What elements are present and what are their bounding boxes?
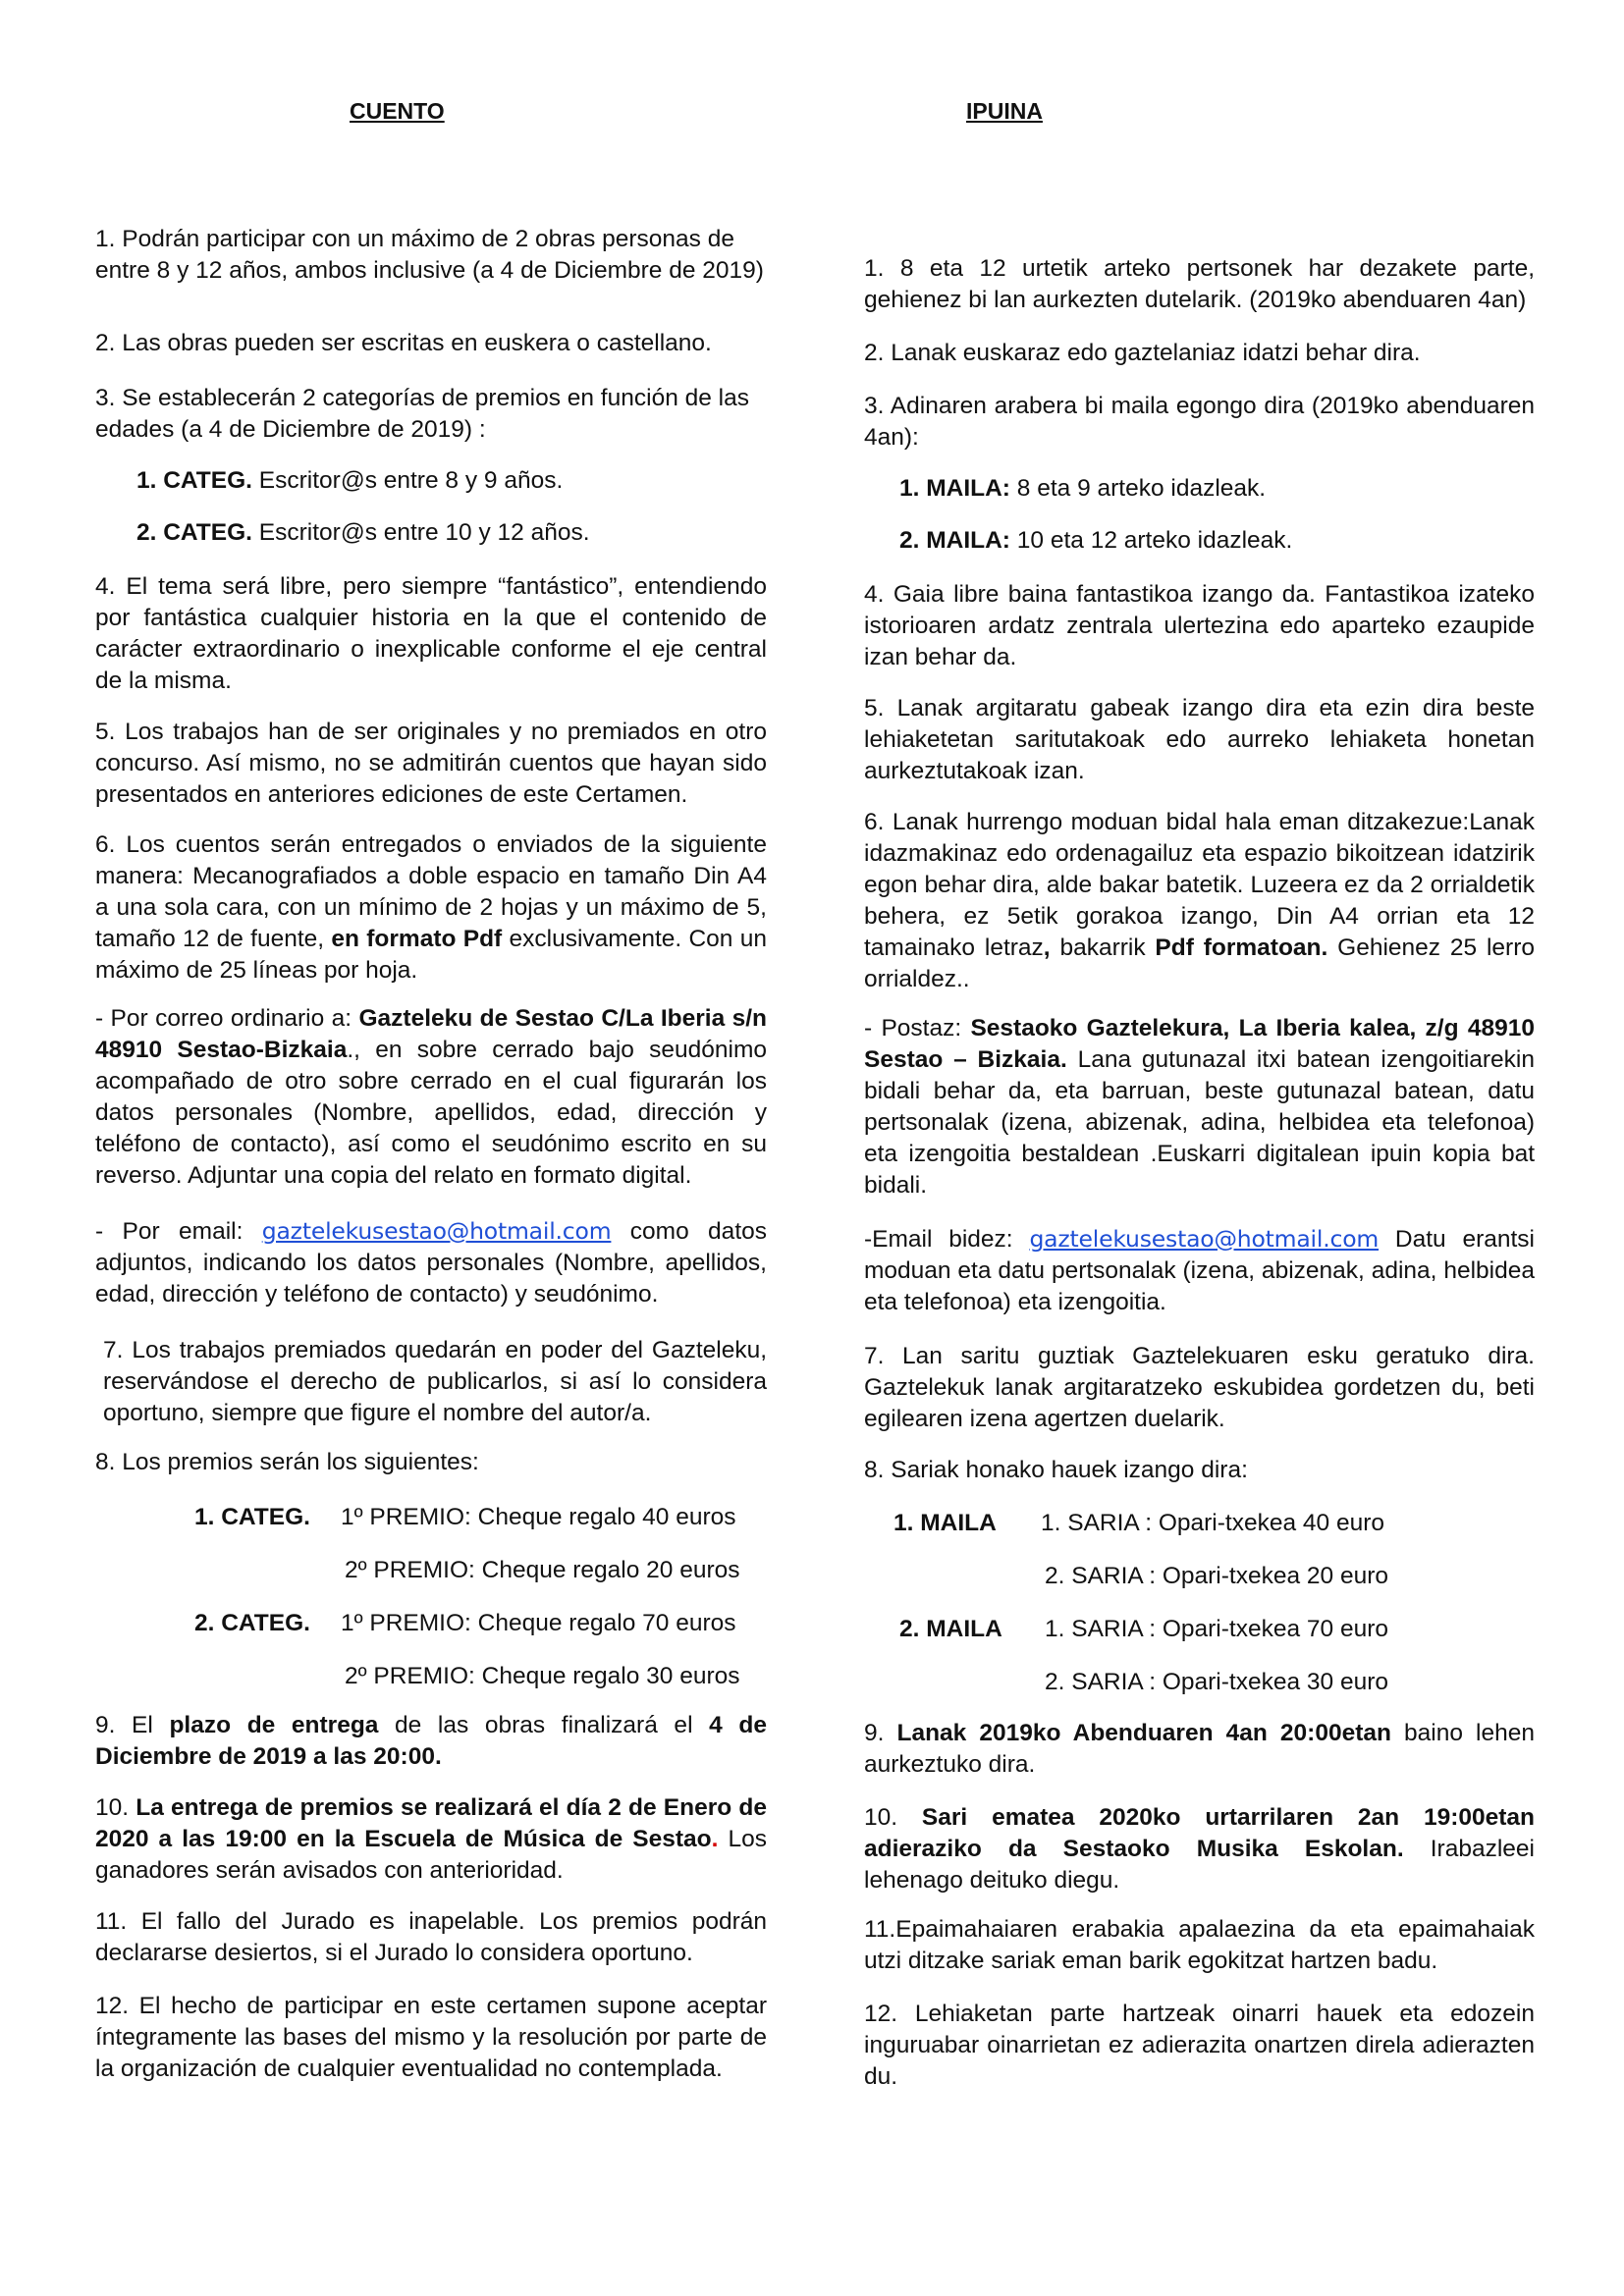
prize-cat1-first: 1º PREMIO: Cheque regalo 40 euros [341, 1504, 736, 1530]
rule-2: 2. Las obras pueden ser escritas en euskera o castellano. [95, 330, 712, 356]
rule-12: 12. Lehiaketan parte hartzeak oinarri hauek eta edozein inguruabar oinarrietan ez adierazita onartzen direla adierazten du. [864, 2001, 1535, 2090]
prize-cat2-first: 1. SARIA : Opari-txekea 70 euro [1045, 1616, 1388, 1642]
rule-8: 8. Sariak honako hauek izango dira: [864, 1457, 1248, 1483]
category-2: 2. CATEG. Escritor@s entre 10 y 12 años. [136, 519, 590, 546]
rule-11: 11. El fallo del Jurado es inapelable. Los premios podrán declararse desiertos, si el Jurado lo considera oportuno. [95, 1908, 767, 1966]
ipuina-title: IPUINA [966, 98, 1043, 124]
email-link[interactable]: gaztelekusestao@hotmail.com [1029, 1225, 1380, 1253]
rule-7: 7. Lan saritu guztiak Gaztelekuaren esku geratuko dira. Gaztelekuk lanak argitaratzeko eskubidea gordetzen du, beti egilearen izena agertzen duelarik. [864, 1343, 1535, 1432]
rule-11: 11.Epaimahaiaren erabakia apalaezina da eta epaimahaiak utzi ditzake sariak eman barik egokitzat hartzen badu. [864, 1916, 1535, 1974]
rule-4: 4. El tema será libre, pero siempre “fantástico”, entendiendo por fantástica cualquier historia en la que el contenido de carácter extraordinario o inexplicable conforme el eje central de la misma. [95, 573, 767, 694]
prize-cat2-second: 2º PREMIO: Cheque regalo 30 euros [345, 1663, 740, 1689]
rule-9: 9. El plazo de entrega de las obras finalizará el 4 de Diciembre de 2019 a las 20:00. [95, 1712, 767, 1770]
rule-1: 1. Podrán participar con un máximo de 2 obras personas de entre 8 y 12 años, ambos inclusive (a 4 de Diciembre de 2019) [95, 226, 764, 284]
rule-12: 12. El hecho de participar en este certamen supone aceptar íntegramente las bases del mismo y la resolución por parte de la organización de cualquier eventualidad no contemplada. [95, 1993, 767, 2082]
rule-5: 5. Lanak argitaratu gabeak izango dira eta ezin dira beste lehiaketetan saritutakoak edo aurreko lehiaketa honetan aurkeztutakoak izan. [864, 695, 1535, 784]
prize-cat2-first: 1º PREMIO: Cheque regalo 70 euros [341, 1610, 736, 1636]
rule-1: 1. 8 eta 12 urtetik arteko pertsonek har dezakete parte, gehienez bi lan aurkezten dutelarik. (2019ko abenduaren 4an) [864, 255, 1535, 313]
email-link[interactable]: gaztelekusestao@hotmail.com [261, 1217, 612, 1245]
rule-6: 6. Los cuentos serán entregados o enviados de la siguiente manera: Mecanografiados a doble espacio en tamaño Din A4 a una sola cara, con un mínimo de 2 hojas y un máximo de 5, tamaño 12 de fuente, en formato Pdf exclusivamente. Con un máximo de 25 líneas por hoja. [95, 831, 767, 984]
rule-10: 10. La entrega de premios se realizará el día 2 de Enero de 2020 a las 19:00 en la Escuela de Música de Sestao. Los ganadores serán avisados con anterioridad. [95, 1794, 767, 1884]
prize-cat1-label: 1. MAILA [893, 1510, 997, 1536]
rule-5: 5. Los trabajos han de ser originales y no premiados en otro concurso. Así mismo, no se admitirán cuentos que hayan sido presentados en anteriores ediciones de este Certamen. [95, 719, 767, 808]
rule-3: 3. Adinaren arabera bi maila egongo dira (2019ko abenduaren 4an): [864, 393, 1535, 451]
postal-delivery: - Por correo ordinario a: Gazteleku de Sestao C/La Iberia s/n 48910 Sestao-Bizkaia., en sobre cerrado bajo seudónimo acompañado de otro sobre cerrado en el cual figurarán los datos personales (Nombre, apellidos, edad, dirección y teléfono de contacto), así como el seudónimo escrito en su reverso. Adjuntar una copia del relato en formato digital. [95, 1005, 768, 1189]
postal-delivery: - Postaz: Sestaoko Gaztelekura, La Iberia kalea, z/g 48910 Sestao – Bizkaia. Lana gutunazal itxi batean izengoitiarekin bidali behar da, eta barruan, beste gutunazal batean, datu pertsonalak (izena, abizenak, adina, helbidea eta telefonoa) eta izengoitia bestaldean .Euskarri digitalean ipuin kopia bat bidali. [864, 1015, 1535, 1199]
rule-9: 9. Lanak 2019ko Abenduaren 4an 20:00etan baino lehen aurkeztuko dira. [864, 1720, 1535, 1778]
category-1: 1. CATEG. Escritor@s entre 8 y 9 años. [136, 467, 564, 494]
prize-cat1-second: 2. SARIA : Opari-txekea 20 euro [1045, 1563, 1388, 1589]
rule-6: 6. Lanak hurrengo moduan bidal hala eman ditzakezue:Lanak idazmakinaz edo ordenagailuz eta espazio bikoitzean idatzirik egon behar dira, alde bakar batetik. Luzeera ez da 2 orrialdetik behera, ez 5etik gorakoa izango, Din A4 orrian eta 12 tamainako letraz, bakarrik Pdf formatoan. Gehienez 25 lerro orrialdez.. [864, 809, 1535, 992]
cuento-title: CUENTO [350, 98, 445, 124]
prize-cat1-second: 2º PREMIO: Cheque regalo 20 euros [345, 1557, 740, 1583]
category-1: 1. MAILA: 8 eta 9 arteko idazleak. [899, 475, 1267, 502]
prize-cat2-label: 2. CATEG. [194, 1610, 310, 1636]
prize-cat2-second: 2. SARIA : Opari-txekea 30 euro [1045, 1669, 1388, 1695]
prize-cat2-label: 2. MAILA [899, 1616, 1002, 1642]
rule-10: 10. Sari ematea 2020ko urtarrilaren 2an 19:00etan adieraziko da Sestaoko Musika Eskolan. Irabazleei lehenago deituko diegu. [864, 1804, 1535, 1894]
rule-2: 2. Lanak euskaraz edo gaztelaniaz idatzi behar dira. [864, 340, 1421, 366]
rule-8: 8. Los premios serán los siguientes: [95, 1449, 479, 1475]
email-delivery: - Por email: gaztelekusestao@hotmail.com como datos adjuntos, indicando los datos personales (Nombre, apellidos, edad, dirección y teléfono de contacto) y seudónimo. [95, 1217, 767, 1308]
rule-4: 4. Gaia libre baina fantastikoa izango da. Fantastikoa izateko istorioaren ardatz zentrala ulertezina edo aparteko ezaupide izan behar da. [864, 581, 1535, 670]
email-delivery: -Email bidez: gaztelekusestao@hotmail.com Datu erantsi moduan eta datu pertsonalak (izena, abizenak, adina, helbidea eta telefonoa) eta izengoitia. [864, 1225, 1535, 1315]
rule-7: 7. Los trabajos premiados quedarán en poder del Gazteleku, reservándose el derecho de publicarlos, si así lo considera oportuno, siempre que figure el nombre del autor/a. [103, 1337, 767, 1426]
prize-cat1-first: 1. SARIA : Opari-txekea 40 euro [1041, 1510, 1384, 1536]
rule-3: 3. Se establecerán 2 categorías de premios en función de las edades (a 4 de Diciembre de 2019) : [95, 385, 749, 443]
category-2: 2. MAILA: 10 eta 12 arteko idazleak. [899, 527, 1293, 554]
prize-cat1-label: 1. CATEG. [194, 1504, 310, 1530]
